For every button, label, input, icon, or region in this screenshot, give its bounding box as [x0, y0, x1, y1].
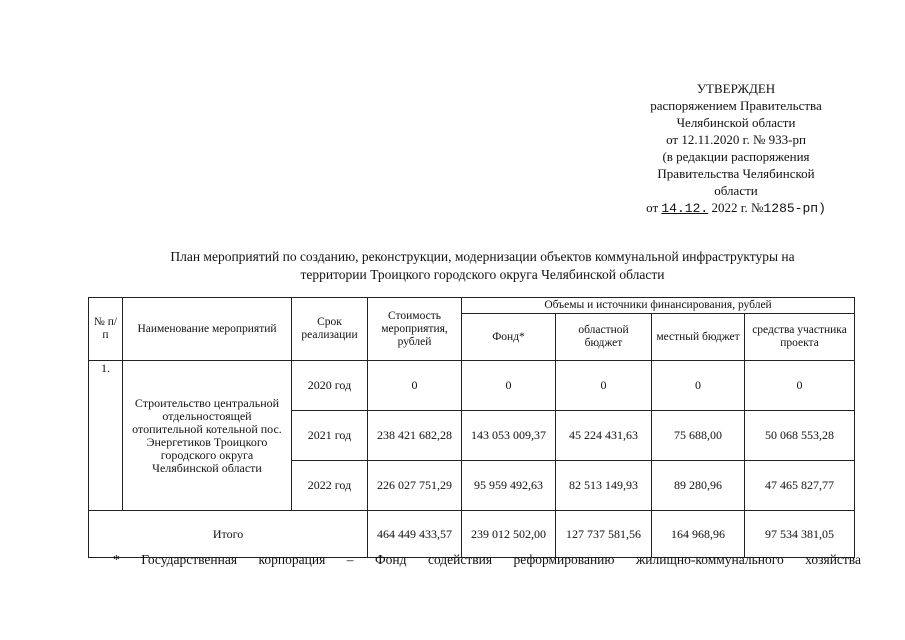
- approval-line: от 12.11.2020 г. № 933-рп: [666, 132, 806, 147]
- date-number: 1285-рп): [763, 201, 826, 216]
- cell-local: 0: [652, 361, 745, 411]
- cell-participant: 50 068 553,28: [745, 411, 855, 461]
- cell-year: 2022 год: [292, 461, 368, 511]
- header-term: Срок реализации: [292, 298, 368, 361]
- cell-local: 89 280,96: [652, 461, 745, 511]
- approval-date-line: [600, 199, 872, 217]
- footnote: * Государственная корпорация – Фонд содействия реформированию жилищно-коммунального хозяйства: [113, 552, 861, 567]
- cell-regional: 0: [556, 361, 652, 411]
- cell-fund: 0: [462, 361, 556, 411]
- approval-line: распоряжением Правительства: [650, 98, 822, 113]
- approval-line: (в редакции распоряжения: [662, 149, 810, 164]
- date-prefix: от: [646, 200, 659, 215]
- approval-heading: УТВЕРЖДЕН: [696, 81, 776, 96]
- cell-year: 2021 год: [292, 411, 368, 461]
- approval-line: Челябинской области: [676, 115, 796, 130]
- cell-cost: 226 027 751,29: [368, 461, 462, 511]
- total-local: 164 968,96: [652, 511, 745, 558]
- total-fund: 239 012 502,00: [462, 511, 556, 558]
- approval-line: Правительства Челябинской: [657, 166, 815, 181]
- header-fund: Фонд*: [462, 314, 556, 361]
- cell-fund: 143 053 009,37: [462, 411, 556, 461]
- header-regional: областной бюджет: [556, 314, 652, 361]
- document-title: [110, 248, 855, 284]
- title-line: План мероприятий по созданию, реконструкции, модернизации объектов коммунальной инфраструктуры на: [170, 249, 795, 264]
- total-label: Итого: [89, 511, 368, 558]
- total-regional: 127 737 581,56: [556, 511, 652, 558]
- header-num: № п/п: [89, 298, 123, 361]
- plan-table: [88, 297, 855, 558]
- cell-year: 2020 год: [292, 361, 368, 411]
- cell-participant: 47 465 827,77: [745, 461, 855, 511]
- cell-fund: 95 959 492,63: [462, 461, 556, 511]
- cell-local: 75 688,00: [652, 411, 745, 461]
- item-num: 1.: [89, 361, 123, 511]
- title-line: территории Троицкого городского округа Челябинской области: [300, 267, 665, 282]
- cell-regional: 45 224 431,63: [556, 411, 652, 461]
- approval-line: области: [714, 183, 758, 198]
- cell-cost: 0: [368, 361, 462, 411]
- header-cost: Стоимость мероприятия, рублей: [368, 298, 462, 361]
- date-year: 2022 г. №: [711, 200, 764, 215]
- cell-participant: 0: [745, 361, 855, 411]
- approval-stamp: [600, 80, 872, 217]
- item-name: Строительство центральной отдельностоящей отопительной котельной пос. Энергетиков Троицкого городского округа Челябинской области: [123, 361, 292, 511]
- header-name: Наименование мероприятий: [123, 298, 292, 361]
- header-participant: средства участника проекта: [745, 314, 855, 361]
- date-value: 14.12.: [661, 201, 709, 216]
- cell-regional: 82 513 149,93: [556, 461, 652, 511]
- total-participant: 97 534 381,05: [745, 511, 855, 558]
- table-row: [89, 361, 855, 411]
- total-cost: 464 449 433,57: [368, 511, 462, 558]
- cell-cost: 238 421 682,28: [368, 411, 462, 461]
- header-local: местный бюджет: [652, 314, 745, 361]
- header-funding-group: Объемы и источники финансирования, рублей: [462, 298, 855, 314]
